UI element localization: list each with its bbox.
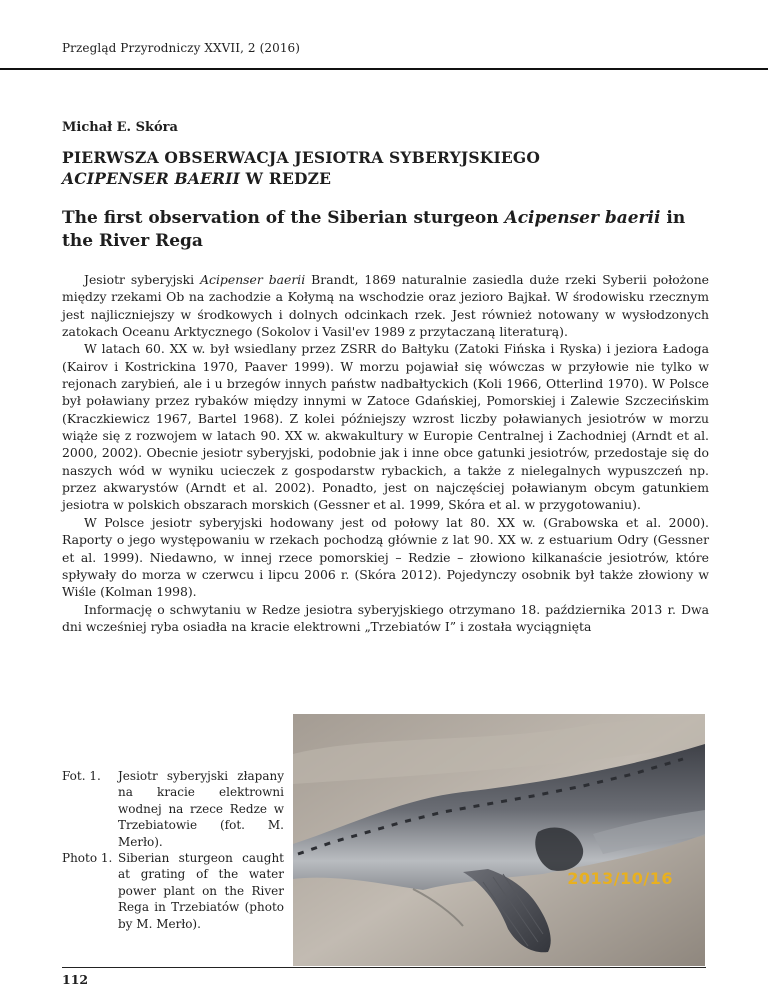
article-body	[62, 271, 709, 635]
header-rule	[0, 68, 768, 70]
paragraph-1-pre: Jesiotr syberyjski	[84, 272, 201, 287]
paragraph-1-post: Brandt, 1869 naturalnie zasiedla duże rzeki Syberii położone między rzekami Ob na zachodzie a Kołymą na wschodzie oraz jezioro Bajkał. W środowisku rzecznym jest najliczniejszy w środkowych i dolnych odcinkach rzek. Jest również notowany w wysłodzonych zatokach Oceanu Arktycznego (Sokolov i Vasil'ev 1989 z przytaczaną literaturą).	[62, 272, 710, 340]
paragraph-4: Informację o schwytaniu w Redze jesiotra syberyjskiego otrzymano 18. października 2013 r. Dwa dni wcześniej ryba osiadła na kracie elektrowni „Trzebiatów I” i została wyciągnięta	[62, 601, 709, 634]
title-polish-line1: PIERWSZA OBSERWACJA JESIOTRA SYBERYJSKIEGO	[62, 148, 541, 167]
title-polish-species: ACIPENSER BAERII	[62, 169, 241, 188]
paragraph-1-species: Acipenser baerii	[200, 272, 306, 287]
photo-datestamp: 2013/10/16	[567, 869, 673, 888]
title-polish-rest: W REDZE	[240, 169, 332, 188]
title-english-post: in the River Rega	[62, 208, 686, 251]
author-name: Michał E. Skóra	[62, 120, 178, 135]
sturgeon-photo	[293, 714, 705, 966]
paragraph-3: W Polsce jesiotr syberyjski hodowany jest od połowy lat 80. XX w. (Grabowska et al. 2000). Raporty o jego występowaniu w rzekach pochodzą głównie z lat 90. XX w. z estuarium Odry (Gessner et al. 1999). Niedawno, w innej rzece pomorskiej – Redzie – złowiono kilkanaście jesiotrów, które spływały do morza w czerwcu i lipcu 2006 r. (Skóra 2012). Pojedynczy osobnik był także złowiony w Wiśle (Kolman 1998).	[62, 514, 709, 600]
paragraph-1	[62, 271, 709, 340]
title-english-species: Acipenser baerii	[504, 208, 661, 228]
journal-header: Przegląd Przyrodniczy XXVII, 2 (2016)	[62, 41, 301, 55]
title-polish-line2	[62, 168, 702, 189]
footer-rule	[62, 967, 706, 968]
caption-polish-text: Jesiotr syberyjski złapany na kracie elektrowni wodnej na rzece Redze w Trzebiatowie (fot. M. Merło).	[118, 769, 284, 849]
title-english	[62, 207, 702, 252]
paragraph-2: W latach 60. XX w. był wsiedlany przez ZSRR do Bałtyku (Zatoki Fińska i Ryska) i jeziora Ładoga (Kairov i Kostrickina 1970, Paaver 1999). W morzu pojawiał się wówczas w przyłowie nie tylko w rejonach zarybień, ale i u brzegów innych państw nadbałtyckich (Koli 1966, Otterlind 1970). W Polsce był poławiany przez rybaków między innymi w Zatoce Gdańskiej, Pomorskiej i Zalewie Szczecińskim (Kraczkiewicz 1967, Bartel 1968). Z kolei późniejszy wzrost liczby poławianych jesiotrów w morzu wiąże się z rozwojem w latach 90. XX w. akwakultury w Europie Centralnej i Zachodniej (Arndt et al. 2000, 2002). Obecnie jesiotr syberyjski, podobnie jak i inne obce gatunki jesiotrów, przedostaje się do naszych wód w wyniku ucieczek z gospodarstw rybackich, a także z nielegalnych wypuszczeń np. przez akwarystów (Arndt et al. 2002). Ponadto, jest on najczęściej poławianym obcym gatunkiem jesiotra w polskich obszarach morskich (Gessner et al. 1999, Skóra et al. w przygotowaniu).	[62, 341, 709, 513]
title-polish	[62, 147, 702, 189]
photo-caption	[62, 768, 284, 932]
page-number: 112	[62, 972, 89, 987]
caption-polish-label: Fot. 1.	[62, 769, 101, 783]
caption-english-text: Siberian sturgeon caught at grating of the water power plant on the River Rega in Trzebiatów (photo by M. Merło).	[118, 851, 284, 931]
title-english-pre: The first observation of the Siberian sturgeon	[62, 208, 505, 228]
sturgeon-illustration	[293, 714, 705, 966]
caption-polish	[62, 768, 284, 850]
caption-english	[62, 850, 284, 932]
caption-english-label: Photo 1.	[62, 851, 113, 866]
